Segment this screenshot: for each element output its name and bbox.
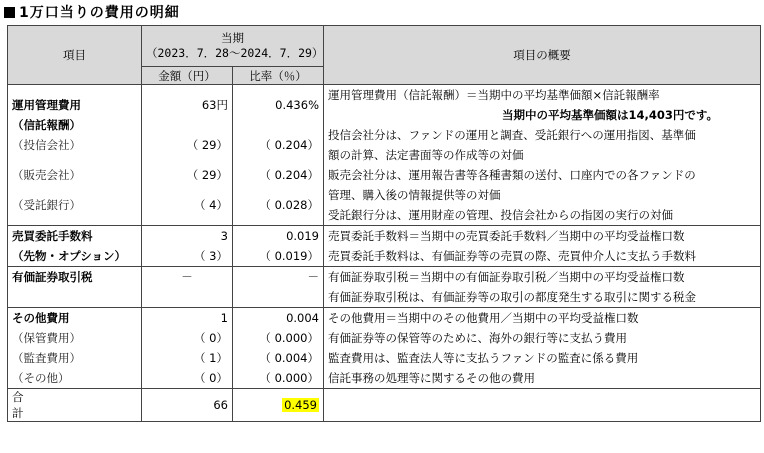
total-amount: 66 [142, 389, 233, 422]
kansa-amount: （ 1） [194, 351, 228, 365]
sonota-desc: 信託事務の処理等に関するその他の費用 [328, 371, 535, 385]
kansa-desc: 監査費用は、監査法人等に支払うファンドの監査に係る費用 [328, 351, 639, 365]
mgmt-ratio: 0.436% [275, 98, 319, 112]
jutaku-ratio: （ 0.028） [259, 198, 319, 212]
toushin-amount: （ 29） [186, 138, 228, 152]
hokan-ratio: （ 0.000） [259, 331, 319, 345]
fee-breakdown-table [7, 25, 761, 422]
baibai-amount: 3 [220, 229, 228, 243]
other-amount: 1 [220, 311, 228, 325]
other-desc: その他費用＝当期中のその他費用／当期中の平均受益権口数 [328, 311, 639, 325]
sonota-amount: （ 0） [194, 371, 228, 385]
total-label: 合計 [8, 389, 142, 422]
jutaku-label: （受託銀行） [12, 198, 81, 212]
toushin-label: （投信会社） [12, 138, 81, 152]
tax-amount: － [181, 270, 193, 284]
hokan-desc: 有価証券等の保管等のために、海外の銀行等に支払う費用 [328, 331, 627, 345]
hokan-label: （保管費用） [12, 331, 81, 345]
header-period-range: （2023．7．28～2024．7．29） [146, 46, 324, 60]
sonota-ratio: （ 0.000） [259, 371, 319, 385]
toushin-ratio: （ 0.204） [259, 138, 319, 152]
header-amount: 金額（円） [142, 67, 233, 85]
hanbai-label: （販売会社） [12, 168, 81, 182]
jutaku-amount: （ 4） [194, 198, 228, 212]
tax-desc-2: 有価証券取引税は、有価証券等の取引の都度発生する取引に関する税金 [328, 290, 696, 304]
row-mgmt [8, 85, 761, 226]
kansa-label: （監査費用） [12, 351, 81, 365]
tax-label: 有価証券取引税 [12, 270, 93, 284]
baibai-sub-label: （先物・オプション） [12, 249, 126, 263]
tax-desc-1: 有価証券取引税＝当期中の有価証券取引税／当期中の平均受益権口数 [328, 270, 685, 284]
hanbai-ratio: （ 0.204） [259, 168, 319, 182]
header-summary: 項目の概要 [324, 26, 761, 85]
hanbai-desc-2: 管理、購入後の情報提供等の対価 [328, 188, 501, 202]
hokan-amount: （ 0） [194, 331, 228, 345]
tax-ratio: － [307, 270, 319, 284]
total-ratio-highlight: 0.459 [284, 398, 317, 412]
toushin-desc-1: 投信会社分は、ファンドの運用と調査、受託銀行への運用指図、基準価 [328, 128, 696, 142]
other-ratio: 0.004 [286, 311, 319, 325]
page-title [4, 2, 180, 22]
other-label: その他費用 [12, 311, 70, 325]
mgmt-amount: 63円 [201, 98, 228, 112]
row-other [8, 308, 761, 389]
sonota-label: （その他） [12, 371, 70, 385]
total-desc-empty [324, 389, 761, 422]
header-period-label: 当期 [221, 31, 244, 45]
square-bullet-icon [4, 7, 15, 18]
jutaku-desc: 受託銀行分は、運用財産の管理、投信会社からの指図の実行の対価 [328, 208, 673, 222]
baibai-sub-amount: （ 3） [194, 249, 228, 263]
mgmt-desc: 運用管理費用（信託報酬）＝当期中の平均基準価額×信託報酬率 [328, 88, 660, 102]
baibai-desc-1: 売買委託手数料＝当期中の売買委託手数料／当期中の平均受益権口数 [328, 229, 685, 243]
mgmt-desc-nav: 当期中の平均基準価額は14,403円です。 [502, 108, 718, 122]
row-tax [8, 267, 761, 308]
baibai-sub-ratio: （ 0.019） [259, 249, 319, 263]
kansa-ratio: （ 0.004） [259, 351, 319, 365]
header-item: 項目 [8, 26, 142, 85]
toushin-desc-2: 額の計算、法定書面等の作成等の対価 [328, 148, 524, 162]
baibai-desc-2: 売買委託手数料は、有価証券等の売買の際、売買仲介人に支払う手数料 [328, 249, 696, 263]
row-baibai [8, 226, 761, 267]
mgmt-label: 運用管理費用 [12, 98, 81, 112]
header-ratio: 比率（％） [233, 67, 324, 85]
row-total [8, 389, 761, 422]
title-text: 1万口当りの費用の明細 [19, 5, 180, 21]
hanbai-amount: （ 29） [186, 168, 228, 182]
hanbai-desc-1: 販売会社分は、運用報告書等各種書類の送付、口座内での各ファンドの [328, 168, 696, 182]
header-period [142, 26, 324, 67]
baibai-label: 売買委託手数料 [12, 229, 93, 243]
baibai-ratio: 0.019 [286, 229, 319, 243]
mgmt-label-sub: （信託報酬） [12, 118, 81, 132]
